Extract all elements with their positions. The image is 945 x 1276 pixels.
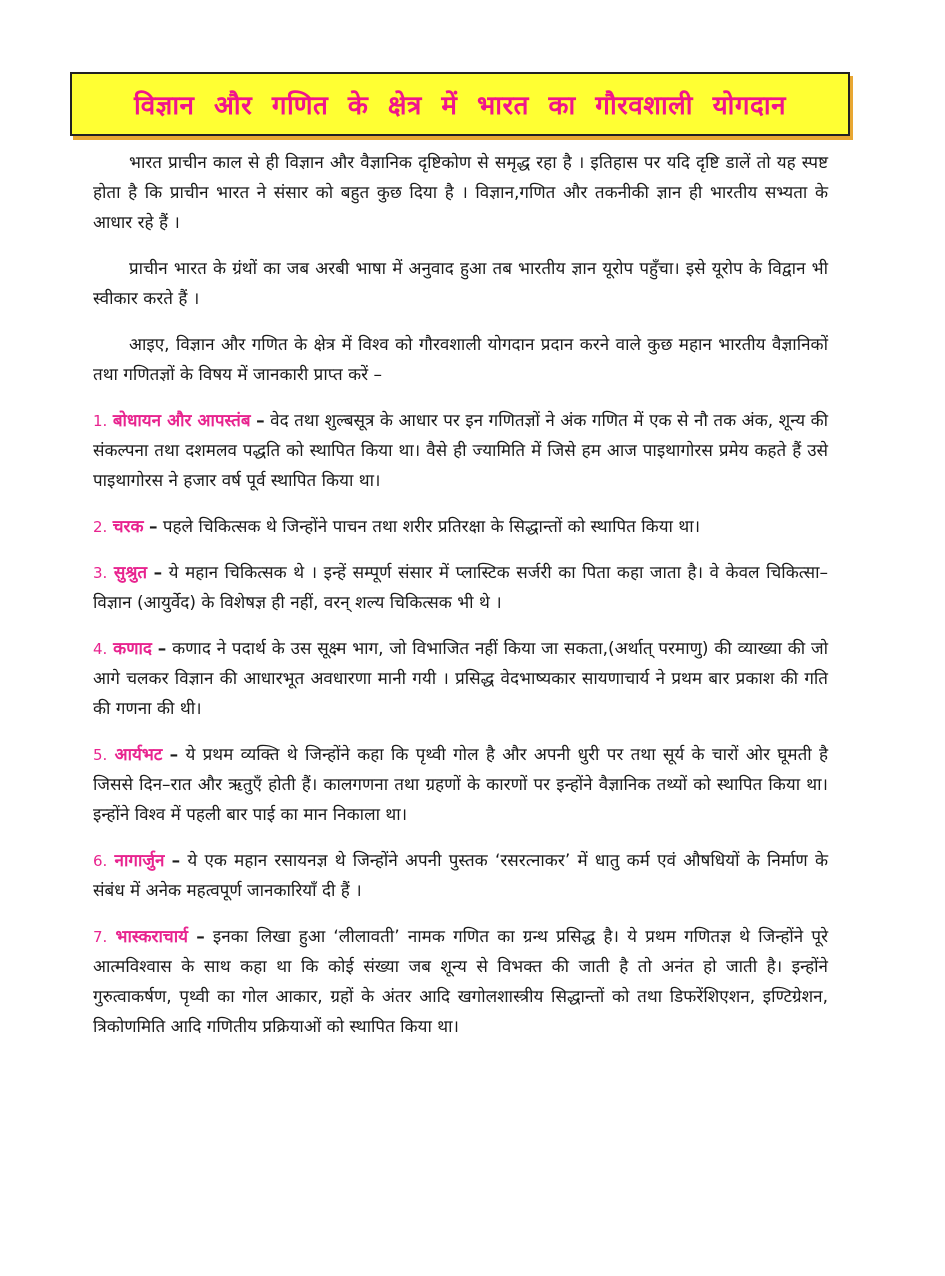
scholar-name: कणाद: [113, 639, 152, 659]
scholar-name: नागार्जुन: [114, 851, 165, 871]
scholar-entry: [93, 740, 828, 830]
scholar-name: भास्कराचार्य: [115, 927, 188, 947]
scholar-description: कणाद ने पदार्थ के उस सूक्ष्म भाग, जो विभाजित नहीं किया जा सकता,(अर्थात् परमाणु) की व्याख्या की जो आगे चलकर विज्ञान की आधारभूत अवधारणा मानी गयी । प्रसिद्ध वेदभाष्यकार सायणाचार्य ने प्रथम बार प्रकाश की गति की गणना की थी।: [93, 639, 829, 719]
entry-dash: –: [157, 639, 167, 659]
entry-number: 2.: [93, 518, 108, 536]
page-title: विज्ञान और गणित के क्षेत्र में भारत का गौरवशाली योगदान: [133, 91, 787, 121]
scholar-description: ये महान चिकित्सक थे । इन्हें सम्पूर्ण संसार में प्लास्टिक सर्जरी का पिता कहा जाता है। वे केवल चिकित्सा–विज्ञान (आयुर्वेद) के विशेषज्ञ ही नहीं, वरन् शल्य चिकित्सक भी थे ।: [93, 563, 829, 613]
entry-dash: –: [148, 517, 158, 537]
intro-paragraph: आइए, विज्ञान और गणित के क्षेत्र में विश्व को गौरवशाली योगदान प्रदान करने वाले कुछ महान भारतीय वैज्ञानिकों तथा गणितज्ञों के विषय में जानकारी प्राप्त करें –: [93, 335, 828, 385]
scholar-name: चरक: [112, 517, 144, 537]
scholar-entry: [93, 406, 828, 496]
entry-number: 3.: [93, 564, 108, 582]
entry-dash: –: [153, 563, 163, 583]
scholar-entry: [93, 558, 828, 618]
scholar-entry: [93, 634, 828, 724]
scholar-name: बोधायन और आपस्तंब: [112, 411, 251, 431]
entry-number: 7.: [93, 928, 108, 946]
scholar-entry: [93, 846, 828, 906]
scholar-description: वेद तथा शुल्बसूत्र के आधार पर इन गणितज्ञों ने अंक गणित में एक से नौ तक अंक, शून्य की संकल्पना तथा दशमलव पद्धति को स्थापित किया था। वैसे ही ज्यामिति में जिसे हम आज पाइथागोरस प्रमेय कहते हैं उसे पाइथागोरस ने हजार वर्ष पूर्व स्थापित किया था।: [93, 411, 829, 491]
scholar-description: इनका लिखा हुआ ‘लीलावती’ नामक गणित का ग्रन्थ प्रसिद्ध है। ये प्रथम गणितज्ञ थे जिन्होंने पूरे आत्मविश्वास के साथ कहा था कि कोई संख्या जब शून्य से विभक्त की जाती है तो अनंत हो जाती है। इन्होंने गुरुत्वाकर्षण, पृथ्वी का गोल आकार, ग्रहों के अंतर आदि खगोलशास्त्रीय सिद्धान्तों को तथा डिफरेंशिएशन, इण्टिग्रेशन, त्रिकोणमिति आदि गणितीय प्रक्रियाओं को स्थापित किया था।: [93, 927, 829, 1037]
entry-number: 6.: [93, 852, 108, 870]
scholar-name: आर्यभट: [114, 745, 163, 765]
intro-paragraph: भारत प्राचीन काल से ही विज्ञान और वैज्ञानिक दृष्टिकोण से समृद्ध रहा है । इतिहास पर यदि दृष्टि डालें तो यह स्पष्ट होता है कि प्राचीन भारत ने संसार को बहुत कुछ दिया है । विज्ञान,गणित और तकनीकी ज्ञान ही भारतीय सभ्यता के आधार रहे हैं ।: [93, 153, 828, 233]
entry-dash: –: [196, 927, 205, 947]
entry-dash: –: [256, 411, 265, 431]
entry-dash: –: [171, 851, 181, 871]
intro-paragraph: प्राचीन भारत के ग्रंथों का जब अरबी भाषा में अनुवाद हुआ तब भारतीय ज्ञान यूरोप पहुँचा। इसे यूरोप के विद्वान भी स्वीकार करते हैं ।: [93, 259, 828, 309]
entry-number: 5.: [93, 746, 108, 764]
entry-number: 1.: [93, 412, 108, 430]
scholar-entry: [93, 922, 828, 1042]
scholar-description: ये प्रथम व्यक्ति थे जिन्होंने कहा कि पृथ्वी गोल है और अपनी धुरी पर तथा सूर्य के चारों ओर घूमती है जिससे दिन–रात और ऋतुएँ होती हैं। कालगणना तथा ग्रहणों के कारणों पर इन्होंने वैज्ञानिक तथ्यों को स्थापित किया था। इन्होंने विश्व में पहली बार पाई का मान निकाला था।: [93, 745, 828, 825]
entry-dash: –: [169, 745, 179, 765]
title-banner: [70, 72, 850, 136]
document-body: [93, 148, 828, 1058]
scholar-entry: [93, 512, 828, 542]
scholar-description: पहले चिकित्सक थे जिन्होंने पाचन तथा शरीर प्रतिरक्षा के सिद्धान्तों को स्थापित किया था।: [162, 517, 701, 537]
scholar-description: ये एक महान रसायनज्ञ थे जिन्होंने अपनी पुस्तक ‘रसरत्नाकर’ में धातु कर्म एवं औषधियों के निर्माण के संबंध में अनेक महत्वपूर्ण जानकारियाँ दी हैं ।: [93, 851, 828, 901]
scholar-name: सुश्रुत: [113, 563, 148, 583]
entry-number: 4.: [93, 640, 108, 658]
